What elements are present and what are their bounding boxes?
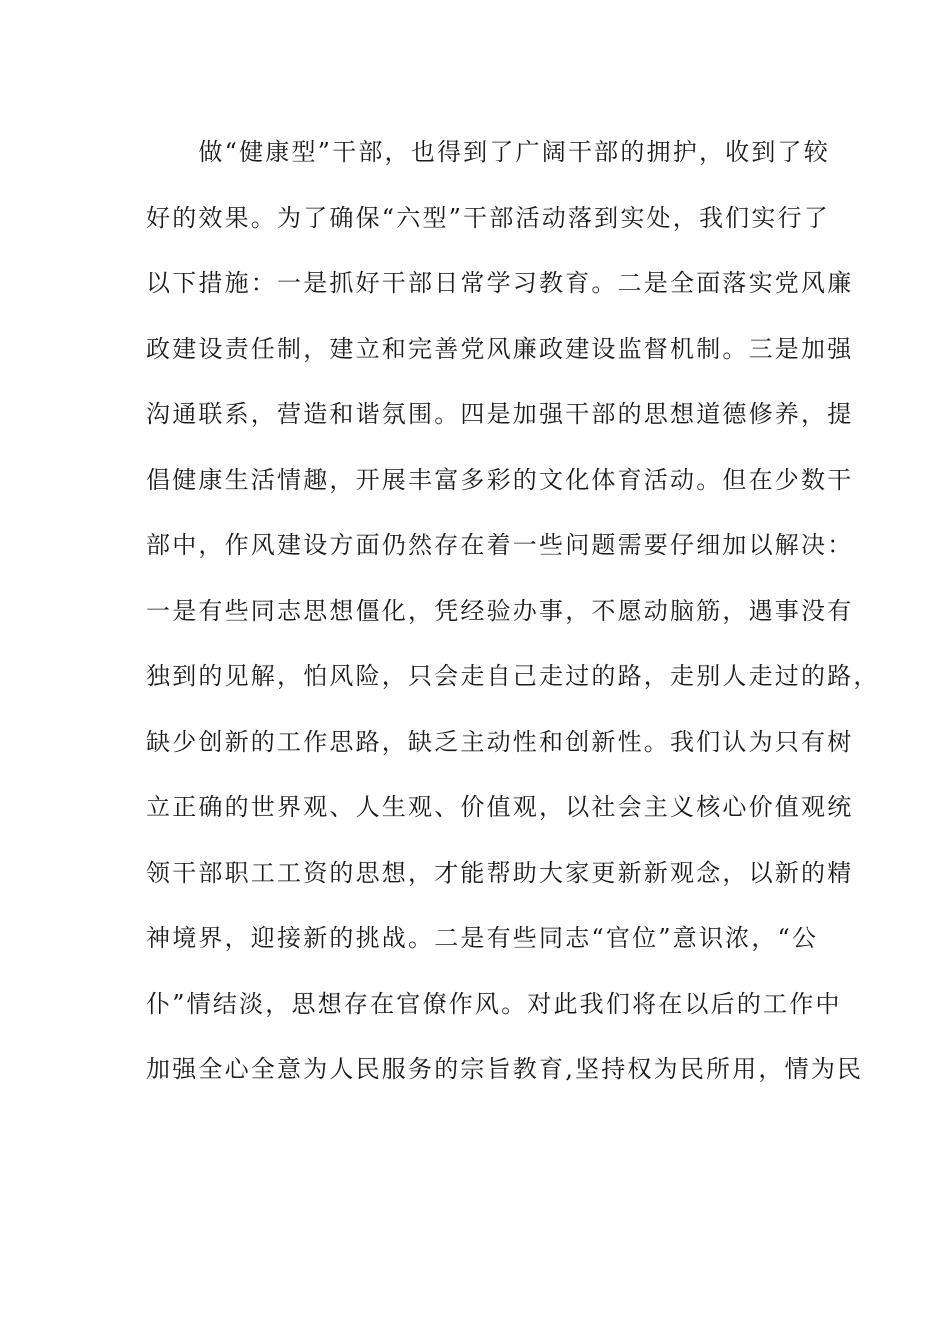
text-line: 立正确的世界观、人生观、价值观，以社会主义核心价值观统 bbox=[146, 793, 854, 821]
text-line: 仆”情结淡，思想存在官僚作风。对此我们将在以后的工作中 bbox=[146, 989, 842, 1018]
text-line: 独到的见解，怕风险，只会走自己走过的路，走别人走过的路， bbox=[146, 662, 880, 690]
text-line: 缺少创新的工作思路，缺乏主动性和创新性。我们认为只有树 bbox=[146, 727, 854, 756]
text-line: 政建设责任制，建立和完善党风廉政建设监督机制。三是加强 bbox=[146, 334, 854, 363]
body-paragraph bbox=[146, 126, 880, 1109]
text-line: 神境界，迎接新的挑战。二是有些同志“官位”意识浓，“公 bbox=[146, 924, 819, 952]
text-line: 做“健康型”干部，也得到了广阔干部的拥护，收到了较 bbox=[146, 138, 830, 166]
text-line: 一是有些同志思想僵化，凭经验办事，不愿动脑筋，遇事没有 bbox=[146, 596, 854, 625]
text-line: 加强全心全意为人民服务的宗旨教育,坚持权为民所用，情为民 bbox=[146, 1055, 864, 1083]
text-line: 倡健康生活情趣，开展丰富多彩的文化体育活动。但在少数干 bbox=[146, 465, 854, 494]
text-line: 领干部职工工资的思想，才能帮助大家更新新观念，以新的精 bbox=[146, 858, 854, 887]
text-line: 部中，作风建设方面仍然存在着一些问题需要仔细加以解决： bbox=[146, 531, 854, 559]
text-line: 好的效果。为了确保“六型”干部活动落到实处，我们实行了 bbox=[146, 203, 830, 232]
text-line: 沟通联系，营造和谐氛围。四是加强干部的思想道德修养，提 bbox=[146, 400, 854, 428]
text-line: 以下措施：一是抓好干部日常学习教育。二是全面落实党风廉 bbox=[146, 269, 854, 297]
